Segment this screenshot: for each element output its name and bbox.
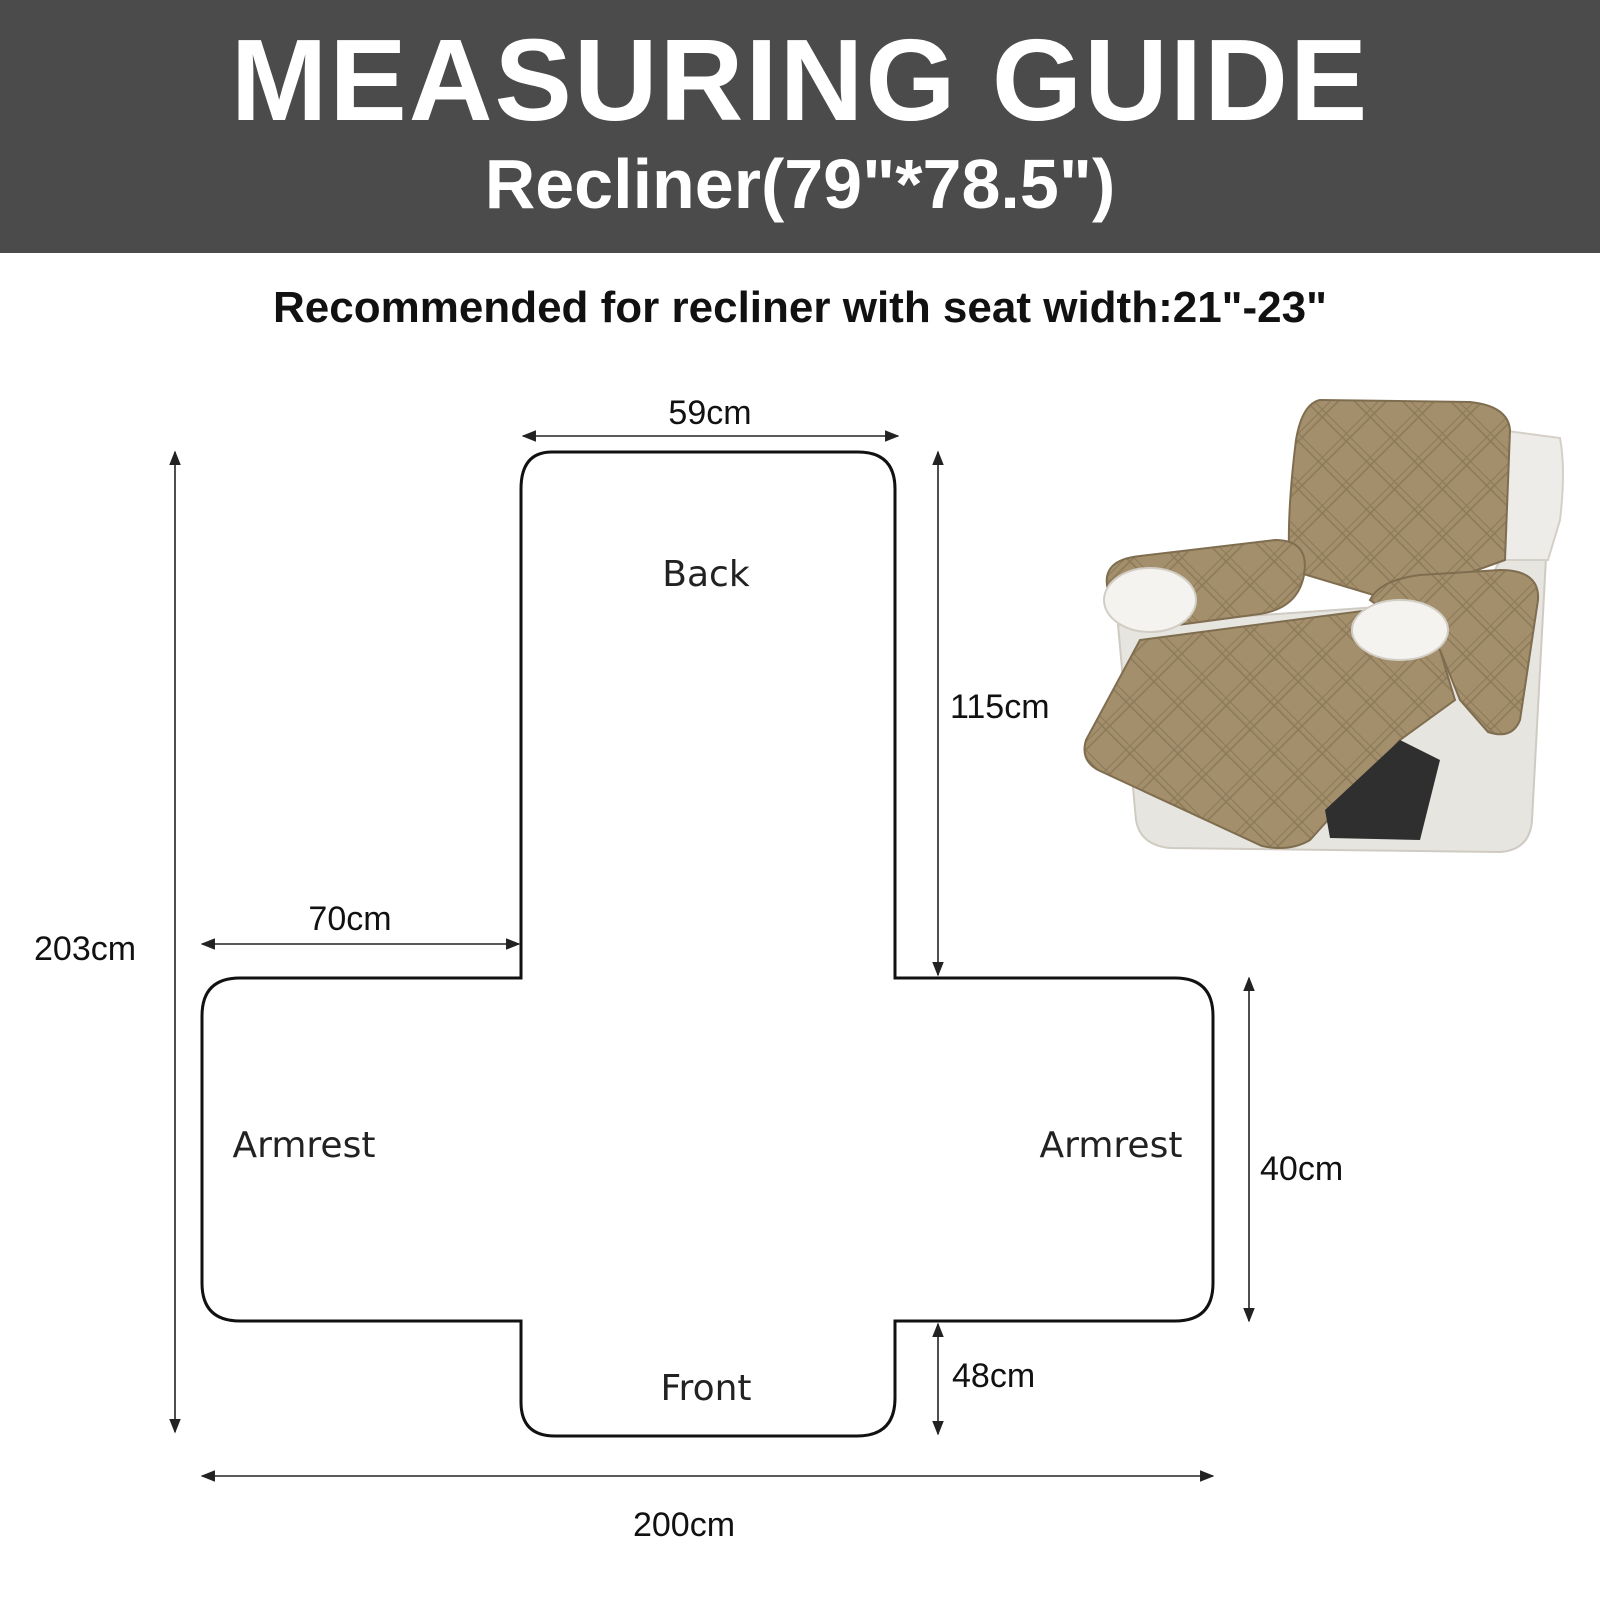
label-armrest-right: Armrest: [1039, 1125, 1183, 1166]
dim-back-width: 59cm: [668, 394, 752, 432]
label-front: Front: [660, 1368, 752, 1409]
dim-armrest-width: 70cm: [308, 900, 392, 938]
page-subtitle: Recliner(79"*78.5"): [484, 145, 1116, 223]
dim-total-width: 200cm: [632, 1506, 736, 1544]
dim-back-height: 115cm: [950, 688, 1050, 726]
dim-armrest-height: 40cm: [1260, 1150, 1344, 1188]
dim-total-height: 203cm: [34, 930, 137, 968]
recliner-photo: [1085, 400, 1564, 852]
page-title: MEASURING GUIDE: [230, 15, 1370, 145]
seat-width-recommendation: Recommended for recliner with seat width:21"-23": [273, 283, 1327, 332]
label-back: Back: [662, 554, 750, 595]
label-armrest-left: Armrest: [232, 1125, 376, 1166]
dim-front-height: 48cm: [952, 1357, 1036, 1395]
